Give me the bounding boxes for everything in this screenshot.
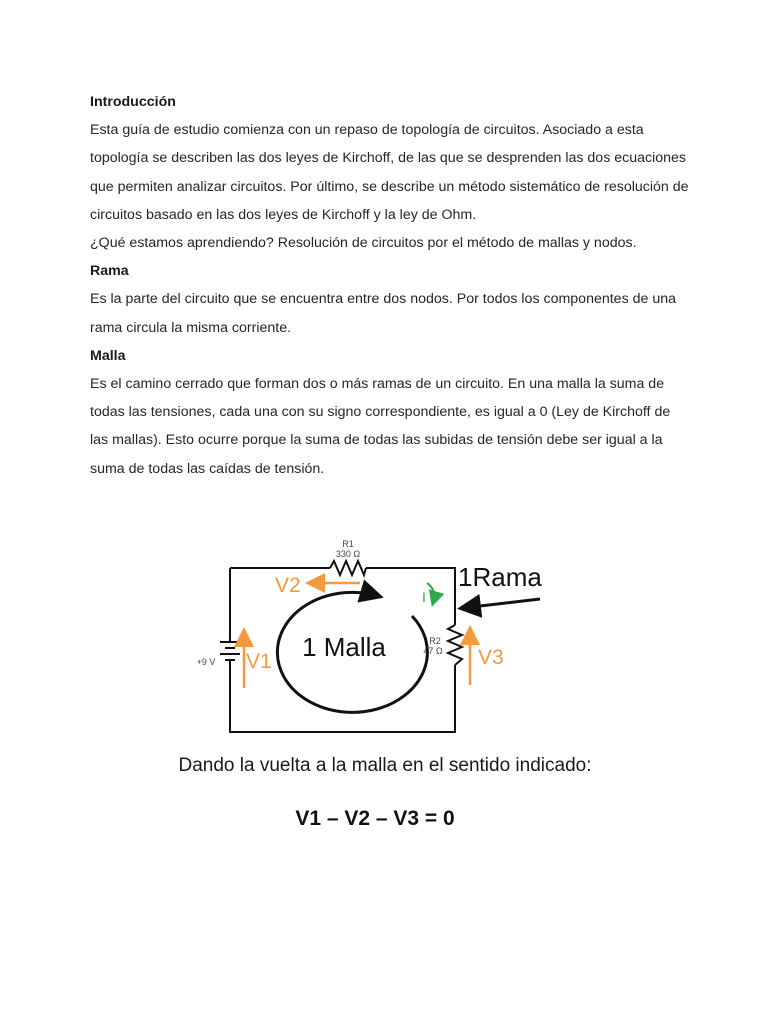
resistor-r1-name: R1 [342,539,354,549]
current-label: I [422,589,426,605]
resistor-r1-icon [330,561,366,575]
paragraph-aprendiendo: ¿Qué estamos aprendiendo? Resolución de circuitos por el método de mallas y nodos. [90,235,637,252]
mesh-label: 1 Malla [302,632,386,662]
paragraph-rama: Es la parte del circuito que se encuentra entre dos nodos. Por todos los componentes de una rama circula la misma corriente. [90,291,676,336]
circuit-figure [180,530,600,840]
branch-pointer-arrow [463,599,540,608]
resistor-r2-icon [448,625,462,665]
circuit-diagram [180,530,600,760]
v2-label: V2 [275,574,301,597]
resistor-r1-value: 330 Ω [335,549,361,559]
resistor-r2-value: 47 Ω [423,646,443,656]
wire-top-right [366,568,455,625]
section-heading-rama: Rama [90,263,129,280]
v1-label: V1 [246,650,272,673]
mesh-equation: V1 – V2 – V3 = 0 [295,807,455,830]
paragraph-malla: Es el camino cerrado que forman dos o más ramas de un circuito. En una malla la suma de todas las tensiones, cada una con su signo correspondiente, es igual a 0 (Ley de Kirchoff de las mallas). Esto ocurre porque la suma de todas las subidas de tensión debe ser igual a la suma de todas las caídas de tensión. [90,376,671,477]
current-arrow [427,583,434,603]
figure-caption: Dando la vuelta a la malla en el sentido indicado: [178,755,592,776]
battery-icon [220,625,240,670]
section-heading-malla: Malla [90,347,126,364]
paragraph-intro: Esta guía de estudio comienza con un repaso de topología de circuitos. Asociado a esta topología se describen las dos leyes de Kirchoff, de las que se desprenden las dos ecuaciones que permiten analizar circuitos. Por último, se describe un método sistemático de resolución de circuitos basado en las dos leyes de Kirchoff y la ley de Ohm. [90,122,689,223]
section-heading-introduccion: Introducción [90,94,176,110]
document-body [90,88,690,483]
v3-label: V3 [478,646,504,669]
resistor-r2-name: R2 [429,636,441,646]
branch-label: 1Rama [458,562,542,592]
battery-value: +9 V [196,657,216,667]
